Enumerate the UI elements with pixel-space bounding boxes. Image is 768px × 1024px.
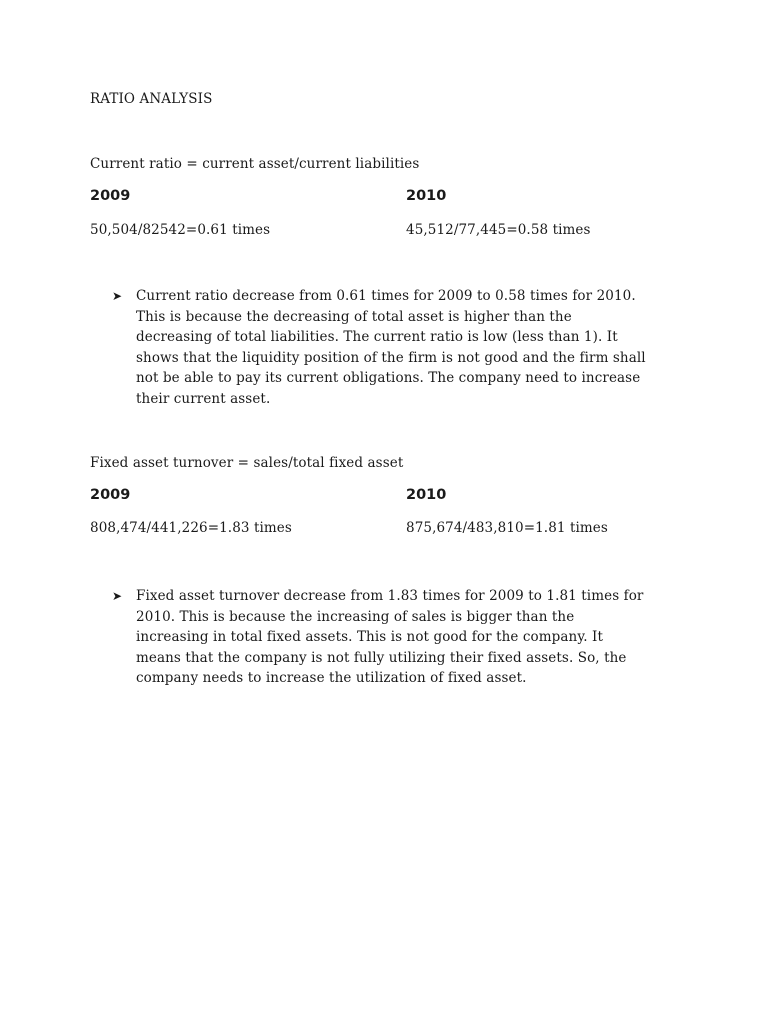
fixed-asset-year-2009: 2009 xyxy=(90,487,131,503)
bullet-text-line: company needs to increase the utilization of fixed asset. xyxy=(136,670,527,686)
bullet-text-line: Current ratio decrease from 0.61 times for 2009 to 0.58 times for 2010. xyxy=(136,288,636,304)
bullet-text-line: shows that the liquidity position of the firm is not good and the firm shall xyxy=(136,349,646,366)
arrow-bullet-icon: ➤ xyxy=(112,589,123,603)
fixed-asset-calc-2010: 875,674/483,810=1.81 times xyxy=(406,520,608,536)
fixed-asset-bullet xyxy=(112,586,692,692)
bullet-text-line: not be able to pay its current obligations. The company need to increase xyxy=(136,370,641,386)
current-ratio-year-2009: 2009 xyxy=(90,188,131,204)
bullet-text-line: increasing in total fixed assets. This is not good for the company. It xyxy=(136,629,604,645)
current-ratio-calc-2010: 45,512/77,445=0.58 times xyxy=(406,222,591,238)
bullet-text-line: means that the company is not fully utilizing their fixed assets. So, the xyxy=(136,649,627,666)
document-heading: RATIO ANALYSIS xyxy=(90,91,213,107)
fixed-asset-year-2010: 2010 xyxy=(406,487,447,503)
bullet-text-line: This is because the decreasing of total asset is higher than the xyxy=(136,308,572,325)
fixed-asset-calc-2009: 808,474/441,226=1.83 times xyxy=(90,520,292,536)
current-ratio-year-2010: 2010 xyxy=(406,188,447,204)
arrow-bullet-icon: ➤ xyxy=(112,289,123,303)
current-ratio-formula: Current ratio = current asset/current liabilities xyxy=(90,156,420,172)
bullet-text-line: Fixed asset turnover decrease from 1.83 times for 2009 to 1.81 times for xyxy=(136,588,644,604)
bullet-text-line: 2010. This is because the increasing of sales is bigger than the xyxy=(136,608,575,625)
current-ratio-calc-2009: 50,504/82542=0.61 times xyxy=(90,222,271,238)
current-ratio-bullet xyxy=(112,286,692,412)
fixed-asset-turnover-formula: Fixed asset turnover = sales/total fixed asset xyxy=(90,455,404,471)
bullet-text-line: their current asset. xyxy=(136,390,271,407)
bullet-text-line: decreasing of total liabilities. The current ratio is low (less than 1). It xyxy=(136,329,618,345)
